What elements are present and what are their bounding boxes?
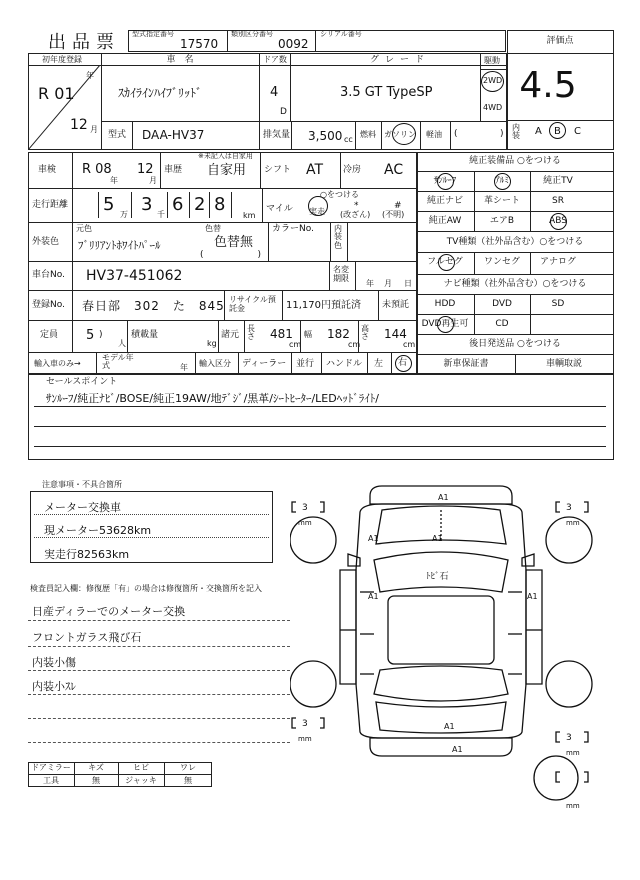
navi-sd: SD <box>551 299 565 309</box>
tread-rl-unit: mm <box>298 735 312 743</box>
ruibetsu-label: 類別区分番号 <box>231 30 273 38</box>
docs-title: 後日発送品 ○をつける <box>469 339 561 349</box>
fuel-diesel: 軽油 <box>426 130 442 139</box>
meter-unknown-hash: # <box>394 201 402 211</box>
drive-2wd-circle <box>481 71 504 92</box>
capacity-paren: ) <box>99 330 103 340</box>
color-value: ﾌﾞﾘﾘｱﾝﾄﾎﾜｲﾄﾊﾟｰﾙ <box>78 239 161 252</box>
height-label: 高さ <box>361 324 369 342</box>
color-change-paren: ( ) <box>200 250 262 260</box>
ac-label: 冷房 <box>343 165 362 175</box>
navi-cd: CD <box>495 319 509 329</box>
docs-warranty: 新車保証書 <box>443 359 489 369</box>
name-change-month: 月 <box>384 279 392 288</box>
interior-c: C <box>574 126 581 137</box>
note-line-2: 現メーター53628km <box>44 524 152 537</box>
handle-right-circle <box>395 355 412 372</box>
fuel-label: 燃料 <box>360 130 376 139</box>
usage-value: 自家用 <box>207 163 247 178</box>
drive-label: 駆動 <box>484 56 500 65</box>
equip-aw: 純正AW <box>428 216 462 226</box>
handle-label: ハンドル <box>326 359 363 369</box>
repair-line-2: フロントガラス飛び石 <box>32 631 142 644</box>
hyoka-label: 評価点 <box>546 36 574 46</box>
drive-4wd: 4WD <box>483 103 503 112</box>
displacement-label: 排気量 <box>263 130 291 140</box>
equipment-title: 純正装備品 ○をつける <box>469 156 561 166</box>
interior-color-label: 内装色 <box>334 224 342 250</box>
navi-dvd-play: DVD再生可 <box>421 319 469 329</box>
capacity-label: 定員 <box>40 330 59 340</box>
drive-2wd: 2WD <box>483 76 503 85</box>
interior-label: 内装 <box>512 123 520 140</box>
equip-sunroof: ｻﾝﾙｰﾌ <box>433 176 457 186</box>
car-name-label: 車 名 <box>166 55 194 65</box>
fuel-paren-close: ) <box>500 129 504 139</box>
handle-right: 右 <box>398 358 408 368</box>
mark-front-bumper: A1 <box>438 493 449 502</box>
sales-label: セールスポイント <box>46 377 118 387</box>
mile-label: マイル <box>266 204 293 214</box>
equip-tv: 純正TV <box>543 176 573 186</box>
type-label: 型式 <box>108 130 127 140</box>
docs-manual: 車輌取説 <box>545 359 583 369</box>
repair-title: 検査員記入欄：修復歴「有」の場合は修復箇所・交換箇所を記入 <box>30 584 262 593</box>
usage-note: ※未記入は自家用 <box>198 152 253 160</box>
equip-abs-circle <box>550 213 567 230</box>
mark-hood: A1 <box>432 534 443 543</box>
tread-spare-unit: mm <box>566 802 580 810</box>
doors-value: 4 <box>270 85 279 100</box>
capacity-unit: 人 <box>118 339 126 348</box>
length-unit: cm <box>289 340 302 349</box>
height-value: 144 <box>384 327 407 341</box>
repair-line-4: 内装小ｽﾚ <box>32 680 76 693</box>
shift-label: シフト <box>264 165 292 175</box>
repair-line-3: 内装小傷 <box>32 656 76 669</box>
load-label: 積載量 <box>131 330 159 340</box>
tread-rr-unit: mm <box>566 749 580 757</box>
hyoka-value: 4.5 <box>519 65 577 106</box>
legend-v-4: 無 <box>184 776 192 785</box>
mileage-digit-2: 3 <box>141 194 153 215</box>
car-name-value: ｽｶｲﾗｲﾝﾊｲﾌﾞﾘｯﾄﾞ <box>118 86 203 100</box>
meter-actual: 実走 <box>309 207 325 216</box>
mark-front-left: A1 <box>368 534 379 543</box>
shaken-month: 12 <box>137 162 154 177</box>
interior-b: B <box>554 126 561 137</box>
navi-title: ナビ種類（社外品含む）○をつける <box>443 279 587 289</box>
fuel-paren-open: ( <box>454 129 458 139</box>
capacity-value: 5 <box>86 328 95 343</box>
equip-sr: SR <box>552 196 564 206</box>
model-year-label: モデル年式 <box>102 353 134 371</box>
interior-a: A <box>535 126 542 137</box>
navi-dvd: DVD <box>492 299 512 309</box>
color-no-label: カラーNo. <box>272 224 314 234</box>
legend-h-1: ドアミラー <box>31 763 71 772</box>
interior-b-circle <box>549 122 566 139</box>
tv-title: TV種類（社外品含む）○をつける <box>446 237 584 247</box>
dims-label: 諸元 <box>221 330 240 340</box>
ac-value: AC <box>384 162 404 178</box>
mark-right-door: A1 <box>527 592 538 601</box>
katashiki-value: 17570 <box>180 37 219 51</box>
load-unit: kg <box>207 339 217 348</box>
note-line-3: 実走行82563km <box>44 548 130 561</box>
tread-fl: 3 <box>302 503 308 513</box>
tread-fl-unit: mm <box>298 519 312 527</box>
katashiki-label: 型式指定番号 <box>132 30 174 38</box>
tv-oneseg: ワンセグ <box>483 257 521 267</box>
import-label: 輸入車のみ→ <box>34 359 81 368</box>
color-label: 外装色 <box>32 237 60 247</box>
width-label: 幅 <box>304 330 312 339</box>
import-type-label: 輸入区分 <box>199 359 231 368</box>
fuel-gas-circle <box>392 123 416 145</box>
grade-label: グレード <box>370 55 431 65</box>
meter-unknown: (不明) <box>382 210 405 219</box>
tread-fr: 3 <box>566 503 572 513</box>
repair-line-1: 日産ディラーでのメーター交換 <box>32 605 186 618</box>
mark-windshield-chip: ﾄﾋﾞ石 <box>426 572 449 582</box>
equip-leather: 革シート <box>483 196 521 206</box>
legend-v-3: ジャッキ <box>125 776 157 785</box>
ruibetsu-value: 0092 <box>278 37 309 51</box>
mark-rear-bumper: A1 <box>452 745 463 754</box>
meter-actual-circle <box>308 196 328 216</box>
grade-value: 3.5 GT TypeSP <box>340 85 433 100</box>
mileage-digit-4: 2 <box>194 194 206 215</box>
shaken-month-unit: 月 <box>149 176 157 185</box>
month-unit: 月 <box>90 125 98 134</box>
tv-fullseg: フルセグ <box>427 257 463 267</box>
legend-h-3: ヒビ <box>133 763 149 772</box>
legend-h-4: ワレ <box>180 763 196 772</box>
model-year-unit: 年 <box>180 363 188 372</box>
length-label: 長さ <box>247 324 255 342</box>
mile-note: ○をつける <box>320 190 359 199</box>
tv-analog: アナログ <box>539 257 577 267</box>
usage-label: 車歴 <box>164 165 183 175</box>
first-reg-label: 初年度登録 <box>42 55 82 64</box>
shift-value: AT <box>306 162 324 178</box>
mileage-label: 走行距離 <box>32 200 69 210</box>
page-title: 出品票 <box>48 32 120 53</box>
import-parallel: 並行 <box>296 359 315 369</box>
year-unit: 年 <box>86 71 94 80</box>
legend-v-1: 工具 <box>43 776 59 785</box>
shaken-era: R 08 <box>82 162 112 177</box>
navi-dvd-play-circle <box>437 316 454 333</box>
equip-airbag: エアB <box>489 216 515 226</box>
doors-d: D <box>280 107 287 117</box>
mileage-digit-5: 8 <box>214 194 226 215</box>
height-unit: cm <box>403 340 416 349</box>
name-change-year: 年 <box>366 279 374 288</box>
legend-v-2: 無 <box>92 776 100 785</box>
equip-alumi: ｱﾙﾐ <box>495 176 509 186</box>
first-reg-divider <box>28 65 101 150</box>
color-change-value: 色替無 <box>214 235 254 250</box>
color-orig-label: 元色 <box>76 224 92 233</box>
chassis-label: 車台No. <box>32 270 65 280</box>
meter-changed: (改ざん) <box>340 210 371 219</box>
sen-unit: 千 <box>157 210 165 219</box>
name-change-label: 名変期限 <box>333 265 349 283</box>
handle-left: 左 <box>374 359 384 369</box>
shaken-label: 車検 <box>38 165 57 175</box>
recycle-unpaid: 未預託 <box>382 300 410 310</box>
serial-label: シリアル番号 <box>320 30 362 38</box>
tread-rr: 3 <box>566 733 572 743</box>
color-code-label: 色替 <box>205 224 221 233</box>
tread-rl: 3 <box>302 719 308 729</box>
fuel-gas: ガソリン <box>384 130 416 139</box>
tread-fr-unit: mm <box>566 519 580 527</box>
doors-label: ドア数 <box>263 55 287 64</box>
equip-navi: 純正ナビ <box>426 196 464 206</box>
tv-fullseg-circle <box>438 254 455 271</box>
km-unit: km <box>243 211 256 220</box>
recycle-value: 11,170円預託済 <box>286 300 361 311</box>
equip-sunroof-circle <box>437 173 454 190</box>
mileage-digit-1: 5 <box>103 194 115 215</box>
recycle-label: リサイクル預託金 <box>229 295 276 314</box>
man-unit: 万 <box>120 210 128 219</box>
width-unit: cm <box>348 340 361 349</box>
type-value: DAA-HV37 <box>142 128 205 142</box>
day-unit: 日 <box>404 279 412 288</box>
displacement-value: 3,500 <box>308 129 343 143</box>
reg-label: 登録No. <box>32 300 65 310</box>
mark-left-door: A1 <box>368 592 379 601</box>
shaken-year-unit: 年 <box>110 176 118 185</box>
notes-title: 注意事項・不具合箇所 <box>42 480 122 489</box>
sales-text: ｻﾝﾙｰﾌ/純正ﾅﾋﾞ/BOSE/純正19AW/地ﾃﾞｼﾞ/黒革/ｼｰﾄﾋｰﾀｰ/LEDﾍｯﾄﾞﾗｲﾄ/ <box>46 392 379 405</box>
import-dealer: ディーラー <box>242 359 287 369</box>
length-value: 481 <box>270 327 293 341</box>
first-reg-month: 12 <box>70 117 88 133</box>
mileage-digit-3: 6 <box>172 194 184 215</box>
equip-abs: ABS <box>549 216 567 226</box>
displacement-unit: cc <box>344 135 353 144</box>
note-line-1: メーター交換車 <box>44 501 121 514</box>
legend-h-2: キズ <box>88 763 104 772</box>
width-value: 182 <box>327 327 350 341</box>
navi-hdd: HDD <box>434 299 456 309</box>
chassis-value: HV37-451062 <box>86 268 183 284</box>
reg-value: 春日部 302 た 845 <box>82 299 225 313</box>
equip-alumi-circle <box>494 173 511 190</box>
meter-changed-star: * <box>354 201 359 211</box>
first-reg-era: R 01 <box>38 84 75 103</box>
mark-rear: A1 <box>444 722 455 731</box>
